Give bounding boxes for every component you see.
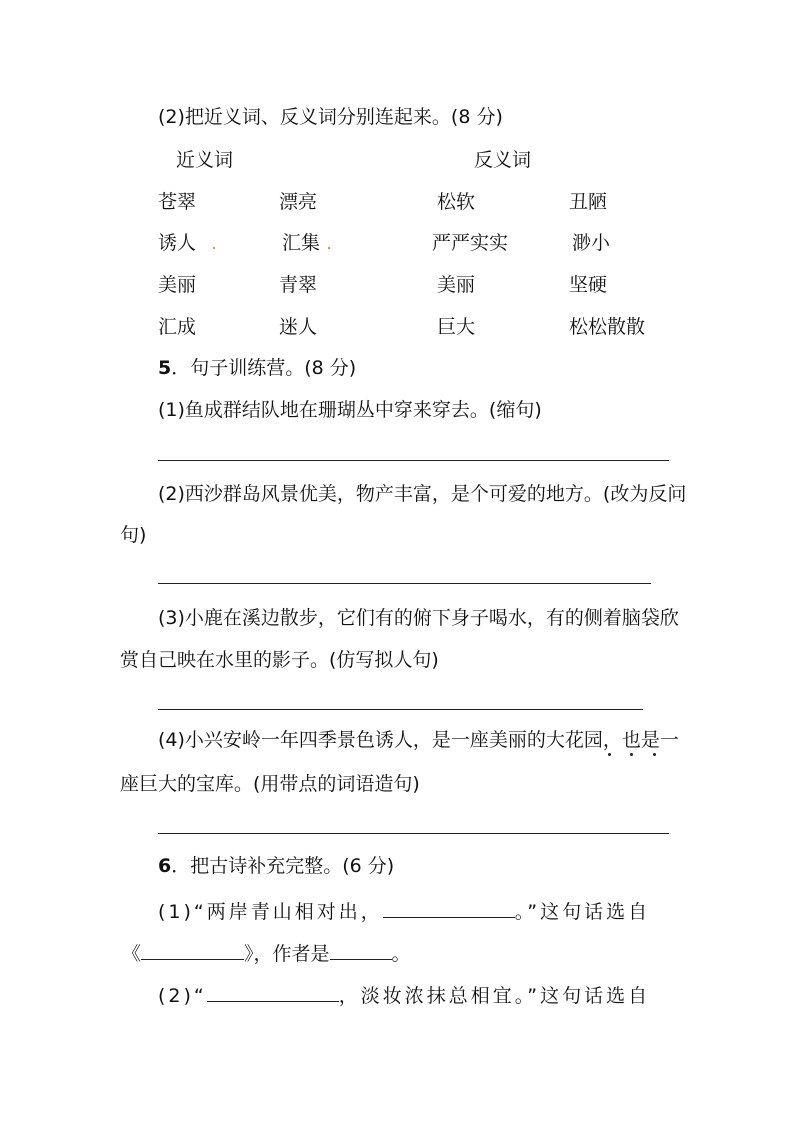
answer-line[interactable] bbox=[158, 460, 669, 461]
q6-item2-part-a: (2)“ bbox=[158, 985, 207, 1007]
q6-item2-part-b: ，淡妆浓抹总相宜。”这句话选自 bbox=[338, 985, 651, 1007]
q4-part2-prompt: (2)把近义词、反义词分别连起来。(8 分) bbox=[158, 106, 503, 128]
emphasis-dot bbox=[653, 753, 656, 756]
synonym-word[interactable]: 迷人 bbox=[279, 316, 318, 338]
poem-blank[interactable] bbox=[383, 901, 515, 918]
antonym-word[interactable]: 严严实实 bbox=[432, 232, 509, 254]
poem-blank[interactable] bbox=[207, 985, 339, 1002]
q6-item1-part-a: (1)“两岸青山相对出， bbox=[158, 901, 383, 923]
antonym-word[interactable]: 渺小 bbox=[572, 232, 611, 254]
answer-line[interactable] bbox=[158, 709, 643, 710]
author-blank[interactable] bbox=[330, 943, 392, 960]
antonym-word[interactable]: 巨大 bbox=[437, 316, 476, 338]
q5-heading bbox=[158, 359, 356, 378]
q6-heading bbox=[158, 857, 394, 876]
q6-item2-line1 bbox=[158, 985, 650, 1006]
ink-speck bbox=[213, 247, 215, 249]
antonym-word[interactable]: 坚硬 bbox=[569, 274, 608, 296]
synonym-word[interactable]: 汇成 bbox=[158, 316, 197, 338]
q5-item2-text: (2)西沙群岛风景优美，物产丰富，是个可爱的地方。(改为反问 bbox=[158, 483, 687, 505]
synonym-header: 近义词 bbox=[176, 149, 234, 171]
antonym-word[interactable]: 松软 bbox=[437, 191, 476, 213]
q6-title: ．把古诗补充完整。(6 分) bbox=[171, 855, 395, 877]
q5-item1-text: (1)鱼成群结队地在珊瑚丛中穿来穿去。(缩句) bbox=[158, 399, 542, 421]
synonym-word[interactable]: 苍翠 bbox=[158, 191, 197, 213]
emphasis-dot bbox=[608, 753, 611, 756]
answer-line[interactable] bbox=[158, 583, 651, 584]
q6-item1-line2 bbox=[122, 943, 411, 964]
synonym-word[interactable]: 汇集 bbox=[282, 232, 321, 254]
answer-line[interactable] bbox=[158, 833, 669, 834]
q5-title: ．句子训练营。(8 分) bbox=[171, 357, 357, 379]
ink-speck bbox=[328, 247, 330, 249]
q6-item1-part-d: 》，作者是 bbox=[244, 943, 330, 965]
synonym-word[interactable]: 美丽 bbox=[158, 274, 197, 296]
q5-item4-text: (4)小兴安岭一年四季景色诱人，是一座美丽的大花园，也是一 bbox=[158, 729, 679, 751]
emphasis-dot bbox=[630, 753, 633, 756]
q5-item4-text-cont: 座巨大的宝库。(用带点的词语造句) bbox=[120, 773, 420, 795]
q6-item1-part-b: 。”这句话选自 bbox=[514, 901, 651, 923]
poem-title-blank[interactable] bbox=[141, 943, 244, 960]
q6-number: 6 bbox=[158, 855, 172, 877]
q5-item3-text-cont: 赏自己映在水里的影子。(仿写拟人句) bbox=[120, 649, 439, 671]
q6-item1-part-e: 。 bbox=[391, 943, 411, 965]
q5-item2-text-cont: 句) bbox=[120, 524, 147, 546]
antonym-word[interactable]: 松松散散 bbox=[569, 316, 646, 338]
antonym-word[interactable]: 美丽 bbox=[437, 274, 476, 296]
q6-item1-part-c: 《 bbox=[122, 943, 142, 965]
antonym-word[interactable]: 丑陋 bbox=[569, 191, 608, 213]
synonym-word[interactable]: 青翠 bbox=[279, 274, 318, 296]
synonym-word[interactable]: 诱人 bbox=[158, 232, 197, 254]
q5-number: 5 bbox=[158, 357, 172, 379]
antonym-header: 反义词 bbox=[474, 149, 532, 171]
synonym-word[interactable]: 漂亮 bbox=[279, 191, 318, 213]
q5-item3-text: (3)小鹿在溪边散步，它们有的俯下身子喝水，有的侧着脑袋欣 bbox=[158, 607, 679, 629]
q6-item1-line1 bbox=[158, 901, 650, 922]
